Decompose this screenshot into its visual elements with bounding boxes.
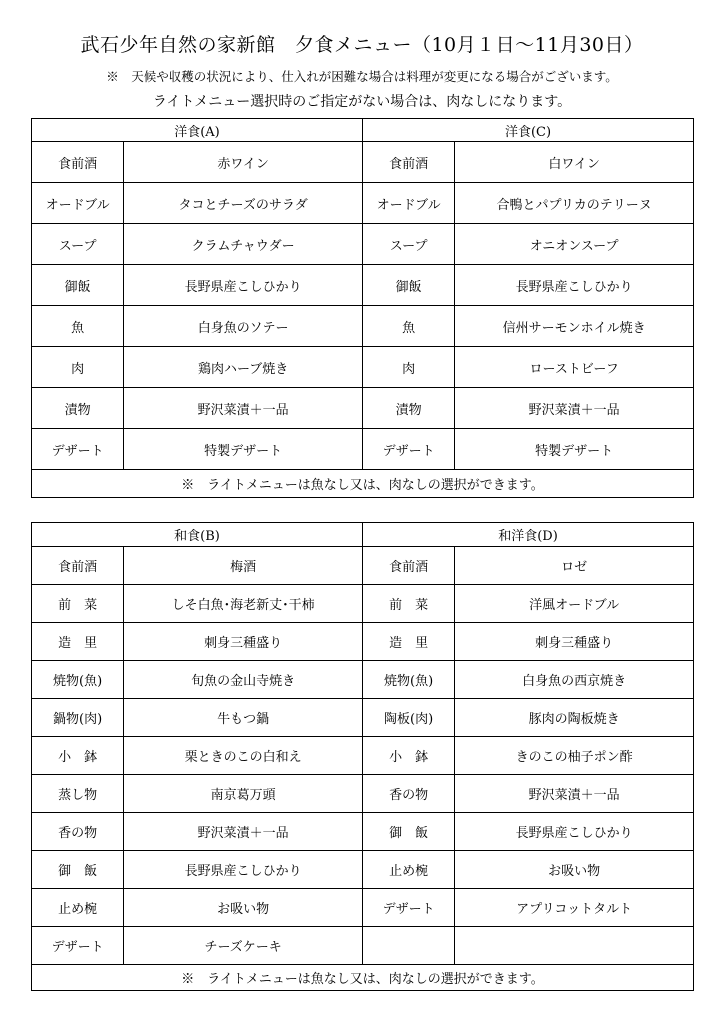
- course-label: 前 菜: [362, 585, 454, 623]
- western-menu-table: [31, 118, 694, 498]
- table-row: [32, 623, 694, 661]
- table-row: [32, 183, 694, 224]
- course-label: 魚: [32, 306, 124, 347]
- dish-name: 合鴨とパプリカのテリーヌ: [455, 183, 694, 224]
- table-row: [32, 699, 694, 737]
- table-footer-row: [32, 470, 694, 498]
- page-title: 武石少年自然の家新館 夕食メニュー（10月１日～11月30日）: [80, 34, 644, 56]
- table-header-row: [32, 523, 694, 547]
- dish-name: 赤ワイン: [124, 142, 363, 183]
- dish-name: 旬魚の金山寺焼き: [124, 661, 363, 699]
- course-label: 小 鉢: [32, 737, 124, 775]
- dish-name: オニオンスープ: [455, 224, 694, 265]
- dish-name: 野沢菜漬＋一品: [124, 388, 363, 429]
- menu-a-heading: 洋食(A): [32, 119, 363, 142]
- table-row: [32, 142, 694, 183]
- table-row: [32, 737, 694, 775]
- table-row: [32, 265, 694, 306]
- dish-name: 刺身三種盛り: [455, 623, 694, 661]
- course-label: 肉: [32, 347, 124, 388]
- dish-name: 豚肉の陶板焼き: [455, 699, 694, 737]
- light-menu-notice: ライトメニュー選択時のご指定がない場合は、肉なしになります。: [152, 94, 572, 110]
- course-label: [362, 927, 454, 965]
- light-menu-footnote: ※ ライトメニューは魚なし又は、肉なしの選択ができます。: [32, 965, 694, 991]
- course-label: 漬物: [362, 388, 454, 429]
- table-row: [32, 547, 694, 585]
- course-label: 止め椀: [32, 889, 124, 927]
- change-notice: ※ 天候や収穫の状況により、仕入れが困難な場合は料理が変更になる場合がございます。: [106, 69, 618, 84]
- dish-name: 野沢菜漬＋一品: [455, 775, 694, 813]
- table-row: [32, 851, 694, 889]
- dish-name: 野沢菜漬＋一品: [455, 388, 694, 429]
- course-label: 食前酒: [362, 547, 454, 585]
- dish-name: [455, 927, 694, 965]
- dish-name: 特製デザート: [455, 429, 694, 470]
- dish-name: 長野県産こしひかり: [455, 265, 694, 306]
- course-label: 漬物: [32, 388, 124, 429]
- course-label: 香の物: [32, 813, 124, 851]
- course-label: スープ: [32, 224, 124, 265]
- table-header-row: [32, 119, 694, 142]
- dish-name: 鶏肉ハーブ焼き: [124, 347, 363, 388]
- dish-name: 白身魚のソテー: [124, 306, 363, 347]
- dish-name: 白ワイン: [455, 142, 694, 183]
- table-row: [32, 306, 694, 347]
- course-label: 肉: [362, 347, 454, 388]
- table-row: [32, 585, 694, 623]
- course-label: 食前酒: [32, 142, 124, 183]
- dish-name: 洋風オードブル: [455, 585, 694, 623]
- dish-name: タコとチーズのサラダ: [124, 183, 363, 224]
- course-label: 小 鉢: [362, 737, 454, 775]
- table-row: [32, 429, 694, 470]
- dish-name: クラムチャウダー: [124, 224, 363, 265]
- dish-name: 南京葛万頭: [124, 775, 363, 813]
- course-label: 焼物(魚): [362, 661, 454, 699]
- dish-name: 牛もつ鍋: [124, 699, 363, 737]
- course-label: 前 菜: [32, 585, 124, 623]
- dish-name: 長野県産こしひかり: [124, 265, 363, 306]
- course-label: 食前酒: [32, 547, 124, 585]
- dish-name: 野沢菜漬＋一品: [124, 813, 363, 851]
- course-label: デザート: [32, 927, 124, 965]
- course-label: デザート: [32, 429, 124, 470]
- course-label: 造 里: [32, 623, 124, 661]
- dish-name: お吸い物: [455, 851, 694, 889]
- course-label: オードブル: [362, 183, 454, 224]
- course-label: 焼物(魚): [32, 661, 124, 699]
- dish-name: 信州サーモンホイル焼き: [455, 306, 694, 347]
- course-label: 造 里: [362, 623, 454, 661]
- course-label: デザート: [362, 429, 454, 470]
- dish-name: 特製デザート: [124, 429, 363, 470]
- menu-d-heading: 和洋食(D): [362, 523, 693, 547]
- dish-name: 白身魚の西京焼き: [455, 661, 694, 699]
- course-label: 陶板(肉): [362, 699, 454, 737]
- table-row: [32, 927, 694, 965]
- dish-name: 長野県産こしひかり: [124, 851, 363, 889]
- course-label: 鍋物(肉): [32, 699, 124, 737]
- dish-name: アプリコットタルト: [455, 889, 694, 927]
- course-label: 食前酒: [362, 142, 454, 183]
- course-label: 香の物: [362, 775, 454, 813]
- table-row: [32, 347, 694, 388]
- course-label: デザート: [362, 889, 454, 927]
- course-label: 魚: [362, 306, 454, 347]
- course-label: 蒸し物: [32, 775, 124, 813]
- course-label: 御 飯: [362, 813, 454, 851]
- dish-name: 梅酒: [124, 547, 363, 585]
- japanese-menu-table: [31, 522, 694, 991]
- dish-name: 刺身三種盛り: [124, 623, 363, 661]
- dish-name: 長野県産こしひかり: [455, 813, 694, 851]
- course-label: 御飯: [32, 265, 124, 306]
- table-footer-row: [32, 965, 694, 991]
- dish-name: しそ白魚･海老新丈･干柿: [124, 585, 363, 623]
- light-menu-footnote: ※ ライトメニューは魚なし又は、肉なしの選択ができます。: [32, 470, 694, 498]
- dish-name: チーズケーキ: [124, 927, 363, 965]
- course-label: 止め椀: [362, 851, 454, 889]
- dish-name: ロゼ: [455, 547, 694, 585]
- table-row: [32, 661, 694, 699]
- course-label: 御 飯: [32, 851, 124, 889]
- course-label: スープ: [362, 224, 454, 265]
- table-row: [32, 388, 694, 429]
- table-row: [32, 224, 694, 265]
- table-row: [32, 889, 694, 927]
- dish-name: 栗ときのこの白和え: [124, 737, 363, 775]
- dish-name: お吸い物: [124, 889, 363, 927]
- menu-b-heading: 和食(B): [32, 523, 363, 547]
- course-label: オードブル: [32, 183, 124, 224]
- dish-name: ローストビーフ: [455, 347, 694, 388]
- table-row: [32, 775, 694, 813]
- menu-c-heading: 洋食(C): [362, 119, 693, 142]
- course-label: 御飯: [362, 265, 454, 306]
- dish-name: きのこの柚子ポン酢: [455, 737, 694, 775]
- table-row: [32, 813, 694, 851]
